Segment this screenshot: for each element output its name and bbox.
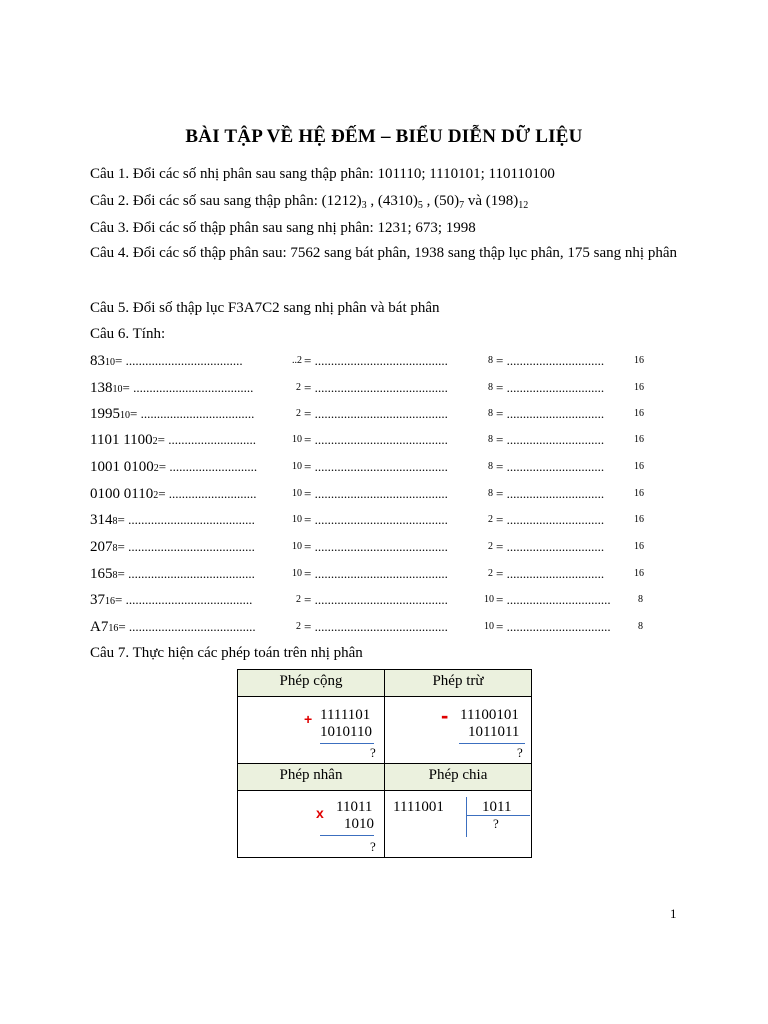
addition-cell [238,697,385,764]
binary-operations-table [237,669,532,858]
quotient-result: ? [493,816,499,831]
q2-text: , (4310) [366,193,418,209]
target-base-2: 8 [488,408,493,419]
source-number [90,351,243,373]
header-multiplication: Phép nhân [238,764,385,791]
q2-base: 5 [417,200,423,211]
source-number [90,430,256,452]
target-base-3: 16 [634,434,644,445]
number-value: 37 [90,592,105,608]
multiplication-cell [238,791,385,858]
target-base-3: 16 [634,488,644,499]
question-3: Câu 3. Đổi các số thập phân sau sang nhị phân: 1231; 673; 1998 [90,220,476,236]
page-title: BÀI TẬP VỀ HỆ ĐẾM – BIỂU DIỄN DỮ LIỆU [185,126,583,147]
answer-blank: = ......................................... [304,353,448,368]
product-rule [320,835,374,836]
answer-blank: = ........................... [158,459,258,474]
answer-blank: = ....................................... [115,592,253,607]
answer-blank: = .............................. [496,380,605,395]
answer-blank: = ................................ [496,619,611,634]
q2-base: 3 [361,200,367,211]
answer-blank: = ......................................... [304,486,448,501]
answer-blank: = .............................. [496,539,605,554]
source-number [90,457,257,479]
number-base: 10 [105,357,115,368]
answer-blank: = .............................. [496,432,605,447]
target-base-2: 8 [488,382,493,393]
header-subtraction: Phép trừ [385,670,532,697]
target-base-1: 10 [292,434,302,445]
addend-b: 1010110 [320,724,372,740]
target-base-1: 10 [292,461,302,472]
question-1: Câu 1. Đổi các số nhị phân sau sang thập phân: 101110; 1110101; 110110100 [90,166,555,182]
target-base-3: 16 [634,541,644,552]
target-base-1: 10 [292,488,302,499]
answer-blank: = ....................................... [118,619,256,634]
question-7: Câu 7. Thực hiện các phép toán trên nhị phân [90,645,363,661]
dividend: 1111001 [393,799,444,815]
answer-blank: = ......................................... [304,592,448,607]
number-base: 10 [112,384,123,395]
target-base-1: 10 [292,568,302,579]
addend-a: 1111101 [320,707,371,723]
answer-blank: = ....................................... [117,512,255,527]
product-result: ? [370,839,376,854]
target-base-2: 8 [488,488,493,499]
answer-blank: = ......................................... [304,512,448,527]
source-number [90,590,252,612]
source-number [90,617,256,639]
target-base-3: 16 [634,514,644,525]
number-value: 1995 [90,406,120,422]
target-base-3: 8 [638,621,643,632]
answer-blank: = ......................................... [304,566,448,581]
answer-blank: = ......................................... [304,432,448,447]
answer-blank: = ......................................... [304,619,448,634]
answer-blank: = ......................................... [304,459,448,474]
q2-text: , (50) [422,193,460,209]
q2-base: 12 [518,200,529,211]
target-base-2: 8 [488,434,493,445]
target-base-1: 2 [296,408,301,419]
answer-blank: = .............................. [496,459,605,474]
number-base: 2 [153,463,159,474]
division-vertical-rule [466,797,467,837]
sum-result: ? [370,745,376,760]
divisor: 1011 [482,799,512,815]
multiplier: 1010 [344,816,374,832]
source-number [90,537,255,559]
answer-blank: = ........................... [158,486,257,501]
number-value: 83 [90,353,105,369]
answer-blank: = ..................................... [122,380,254,395]
answer-blank: = ....................................... [117,539,255,554]
target-base-1: 2 [296,382,301,393]
target-base-2: 10 [484,621,494,632]
multiply-icon: x [316,805,324,821]
division-cell [385,791,532,858]
source-number [90,564,255,586]
q2-text: Câu 2. Đổi các số sau sang thập phân: (1212) [90,193,362,209]
number-value: 207 [90,539,113,555]
answer-blank: = ................................... [130,406,255,421]
number-value: 1001 0100 [90,459,154,475]
subtraction-cell [385,697,532,764]
target-base-2: 2 [488,568,493,579]
answer-blank: = .............................. [496,566,605,581]
number-base: 10 [120,410,130,421]
number-base: 8 [112,570,118,581]
number-base: 8 [112,543,118,554]
answer-blank: = .................................... [115,353,243,368]
number-value: 138 [90,380,113,396]
question-6: Câu 6. Tính: [90,326,166,342]
target-base-1: 10 [292,541,302,552]
target-base-1: 2 [296,621,301,632]
number-base: 2 [153,490,159,501]
answer-blank: = ........................... [157,432,256,447]
multiplicand: 11011 [336,799,373,815]
answer-blank: = .............................. [496,512,605,527]
difference-result: ? [517,745,523,760]
number-value: 1101 1100 [90,432,153,448]
target-base-2: 8 [488,355,493,366]
source-number [90,378,253,400]
question-5: Câu 5. Đổi số thập lục F3A7C2 sang nhị phân và bát phân [90,300,440,316]
question-2 [90,191,528,216]
answer-blank: = ......................................... [304,539,448,554]
subtrahend: 1011011 [468,724,520,740]
sum-rule [320,743,374,744]
answer-blank: = .............................. [496,353,605,368]
number-base: 16 [108,623,119,634]
minuend: 11100101 [460,707,519,723]
difference-rule [459,743,525,744]
target-base-2: 10 [484,594,494,605]
target-base-3: 8 [638,594,643,605]
source-number [90,404,254,426]
page-number: 1 [670,906,677,921]
header-division: Phép chia [385,764,532,791]
plus-icon: + [304,711,313,727]
target-base-3: 16 [634,461,644,472]
answer-blank: = ....................................... [117,566,255,581]
q2-base: 7 [459,200,465,211]
answer-blank: = .............................. [496,406,605,421]
target-base-2: 2 [488,514,493,525]
minus-icon: - [441,703,449,728]
number-value: 0100 0110 [90,486,154,502]
q2-text: và (198) [464,193,519,209]
answer-blank: = ................................ [496,592,611,607]
target-base-3: 16 [634,382,644,393]
target-base-1: 2 [296,594,301,605]
target-base-1: 10 [292,514,302,525]
answer-blank: = .............................. [496,486,605,501]
target-base-1: ..2 [292,355,302,366]
number-base: 2 [152,436,158,447]
target-base-3: 16 [634,568,644,579]
number-value: A7 [90,619,109,635]
target-base-3: 16 [634,355,644,366]
number-base: 16 [105,596,115,607]
number-base: 8 [112,516,118,527]
target-base-3: 16 [634,408,644,419]
target-base-2: 2 [488,541,493,552]
number-value: 314 [90,512,113,528]
answer-blank: = ......................................... [304,380,448,395]
target-base-2: 8 [488,461,493,472]
source-number [90,484,257,506]
answer-blank: = ......................................... [304,406,448,421]
source-number [90,510,255,532]
question-4: Câu 4. Đổi các số thập phân sau: 7562 sang bát phân, 1938 sang thập lục phân, 175 sang nhị phân [90,245,677,261]
number-value: 165 [90,566,113,582]
header-addition: Phép cộng [238,670,385,697]
